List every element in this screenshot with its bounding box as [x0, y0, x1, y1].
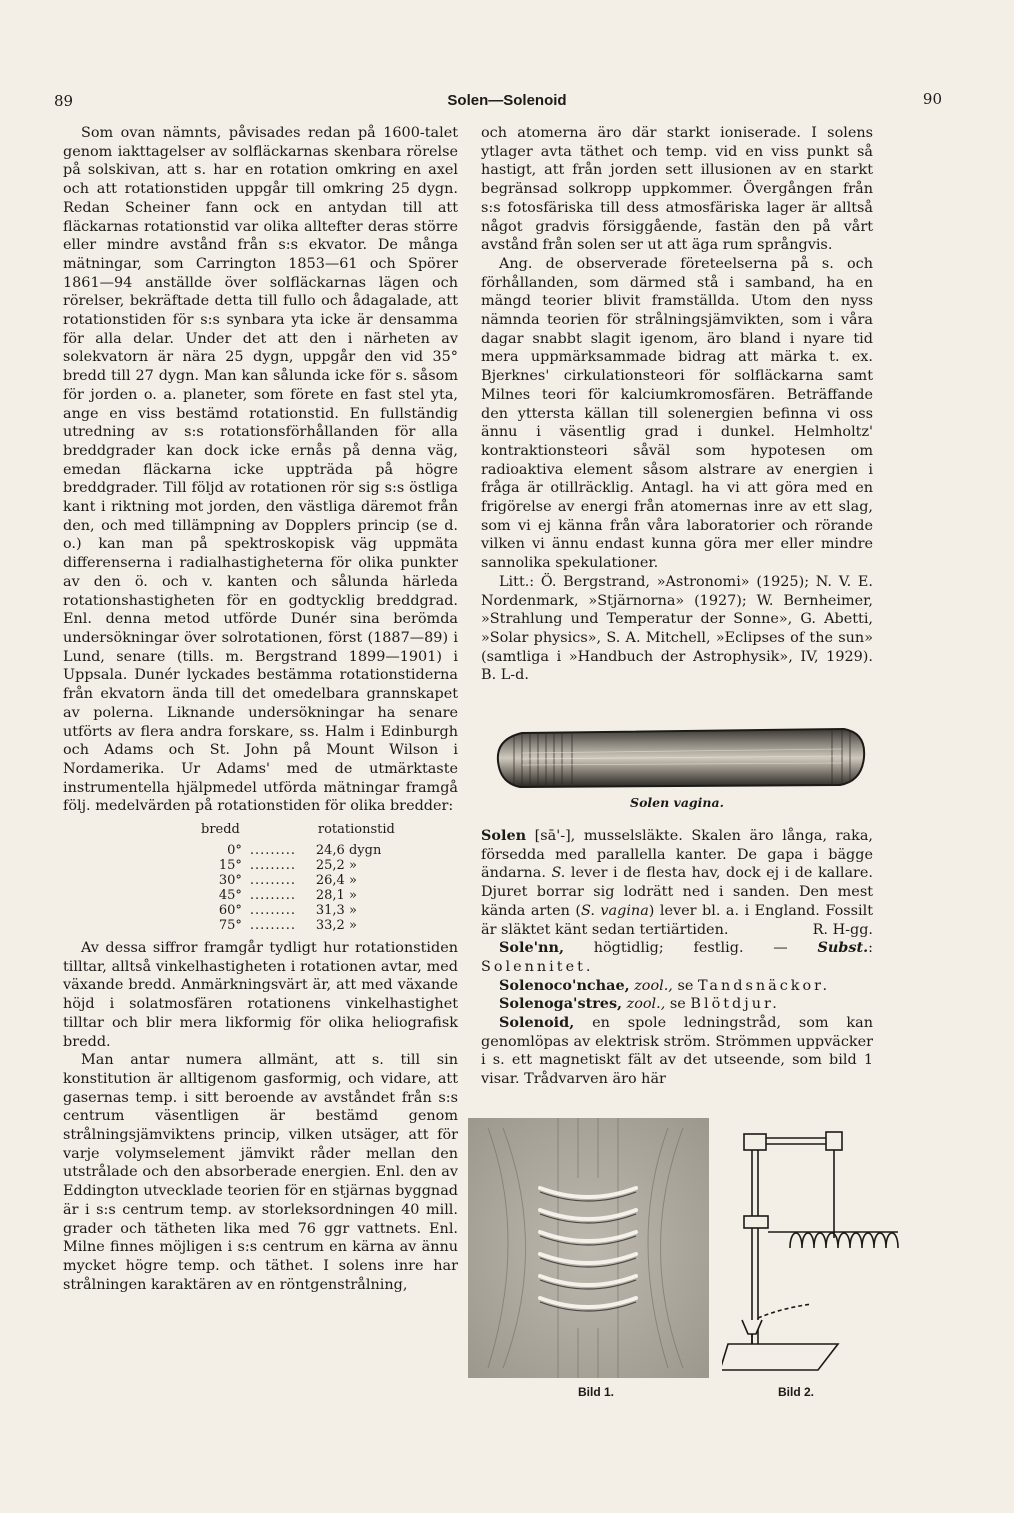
entry-solenogastres: Solenoga'stres, zool., se Blötdjur.	[499, 995, 780, 1013]
right-column	[481, 124, 873, 685]
rotation-table	[195, 822, 401, 933]
paragraph-angular: Av dessa siffror framgår tydligt hur rotationstiden tilltar, alltså vinkelhastigheten i rotationen avtar, med växande bredd. Anmärkningsvärt är, att med växande höjd i solatmosfären rotationens vinkelhastighet tilltar och blir mera likformig för olika heliografisk bredd.	[63, 940, 458, 1050]
table-row: 75° ......... 33,2 »	[218, 918, 357, 934]
paragraph-rotation: Som ovan nämnts, påvisades redan på 1600-talet genom iakttagelser av solfläckarnas skenbara rörelse på solskivan, att s. har en rotation omkring en axel och att rotationstiden uppgår till omkring 25 dygn. Redan Scheiner fann ock en antydan till att fläckarnas rotationstid var olika alltefter deras större eller mindre avstånd från s:s ekvator. De många mätningar, som Carrington 1853—61 och Spörer 1861—94 anställde över solfläckarnas lägen och rörelser, bekräftade detta till fullo och ådagalade, att rotationstiden för s:s synbara yta icke är densamma för alla delar. Under det att den i närheten av solekvatorn är nära 25 dygn, uppgår den vid 35° bredd till 27 dygn. Man kan sålunda icke för s. såsom för jorden o. a. planeter, som förete en fast stel yta, ange en viss bestämd rotationstid. En fullständig utredning av s:s rotationsförhållanden för alla breddgrader kan dock icke ernås på denna väg, emedan fläckarna icke uppträda på högre breddgrader. Till följd av rotationen rör sig s:s östliga kant i riktning mot jorden, den västliga däremot från den, och med tillämpning av Dopplers princip (se d. o.) kan man på spektroskopisk väg uppmäta differenserna i radialhastigheterna för olika punkter av den ö. och v. kanten och sålunda härleda rotationshastigheten för en godtycklig breddgrad. Enl. denna metod utförde Dunér sina berömda undersökningar över solrotationen, först (1887—89) i Lund, senare (tills. m. Bergstrand 1899—1901) i Uppsala. Dunér lyckades bestämma rotationstiderna från ekvatorn ända till det omedelbara grannskapet av polerna. Liknande undersökningar ha senare utförts av flera andra forskare, ss. Halm i Edinburgh och Adams och St. John på Mount Wilson i Nordamerika. Ur Adams' med de utmärktaste instrumentella hjälpmedel utförda mätningar framgå följ. medelvärden på rotationstiden för olika bredder:	[63, 125, 458, 815]
solen-vagina-illustration	[492, 723, 870, 793]
table-row: 30° ......... 26,4 »	[218, 873, 357, 889]
table-row: 0° ......... 24,6 dygn	[227, 843, 382, 859]
table-row: 60° ......... 31,3 »	[218, 903, 357, 919]
paragraph-literature: Litt.: Ö. Bergstrand, »Astronomi» (1925); N. V. E. Nordenmark, »Stjärnorna» (1927); W. Bernheimer, »Strahlung und Temperatur der Sonne», G. Abetti, »Solar physics», S. A. Mitchell, »Eclipses of the sun» (samtliga i »Handbuch der Astrophysik», IV, 1929). B. L-d.	[481, 573, 873, 684]
solenoid-field-photo	[468, 1118, 709, 1378]
page-number-right: 90	[922, 90, 942, 108]
paragraph-ionized: och atomerna äro där starkt ioniserade. I solens ytlager avta täthet och temp. vid en viss punkt så hastigt, att från jorden sett illusionen av en starkt begränsad solkropp uppkommer. Övergången från s:s fotosfäriska till dess atmosfäriska lager är alltså något gradvis försiggående, fastän den på vårt avstånd från solen ser ut att äga rum språngvis.	[481, 125, 873, 254]
table-row: 15° ......... 25,2 »	[218, 858, 357, 874]
paragraph-constitution: Man antar numera allmänt, att s. till sin konstitution är alltigenom gasformig, och vidare, att gasernas temp. i sitt beroende av avståndet från s:s centrum väsentligen är bestämd genom strålningsjämviktens princip, vilken utsäger, att för varje volymselement jämvikt råder mellan den utstrålade och den absorberade energien. Enl. den av Eddington utvecklade teorien för en stjärnas byggnad är i s:s centrum temp. av storleksordningen 40 mill. grader och tätheten lika med 76 ggr vattnets. Enl. Milne finnes möjligen i s:s centrum en kärna av ännu mycket högre temp. och täthet. I solens inre har strålningen karaktären av en röntgenstrålning,	[63, 1052, 458, 1293]
entry-solen: Solen [sā'-], musselsläkte. Skalen äro långa, raka, försedda med parallella kanter. De gapa i bägge ändarna. S. lever i de flesta hav, dock ej i de kallare. Djuret borrar sig lodrätt ned i sanden. Den mest kända arten (S. vagina) lever bl. a. i England. Fossilt är släktet känt sedan tertiärtiden. R. H-gg.	[481, 827, 873, 938]
entry-solenoconchae: Solenoco'nchae, zool., se Tandsnäckor.	[499, 976, 831, 994]
running-head: Solen—Solenoid	[447, 92, 567, 109]
table-header-bredd: bredd	[201, 822, 240, 838]
left-column	[63, 124, 458, 1294]
bild-1-caption: Bild 1.	[578, 1385, 615, 1399]
page-number-left: 89	[54, 92, 74, 110]
solenoid-apparatus-drawing	[722, 1112, 902, 1382]
table-row: 45° ......... 28,1 »	[218, 888, 357, 904]
bild-2-caption: Bild 2.	[778, 1385, 815, 1399]
paragraph-theories: Ang. de observerade företeelserna på s. och förhållanden, som därmed stå i samband, ha en mängd teorier blivit framställda. Utom den nyss nämnda teorien för strålningsjämvikten, som i våra dagar snabbt slagit igenom, äro bland i nyare tid mera uppmärksammade bidrag att märka t. ex. Bjerknes' cirkulationsteori för solfläckarna samt Milnes teori för kalciumkromosfären. Beträffande den yttersta källan till solenergien befinna vi oss ännu i väsentlig grad i dunkel. Helmholtz' kontraktionsteori såväl som hypotesen om radioaktiva element såsom alstrare av energien i fråga är otillräcklig. Antagl. ha vi att göra med en frigörelse av energi från atomernas inre av ett slag, som vi ej känna från våra laboratorier och rörande vilken vi ännu endast kunna göra mer eller mindre sannolika spekulationer.	[481, 255, 873, 572]
table-header-rotationstid: rotationstid	[317, 822, 395, 838]
entry-solenn: Sole'nn, högtidlig; festlig. — Subst.: Solennitet.	[481, 939, 873, 975]
figure-caption: Solen vagina.	[630, 795, 724, 810]
entry-solenoid: Solenoid, en spole ledningstråd, som kan genomlöpas av elektrisk ström. Strömmen uppväcker i s. ett magnetiskt fält av det utseende, som bild 1 visar. Trådvarven äro här	[481, 1014, 873, 1088]
right-column-entries	[481, 827, 873, 1089]
